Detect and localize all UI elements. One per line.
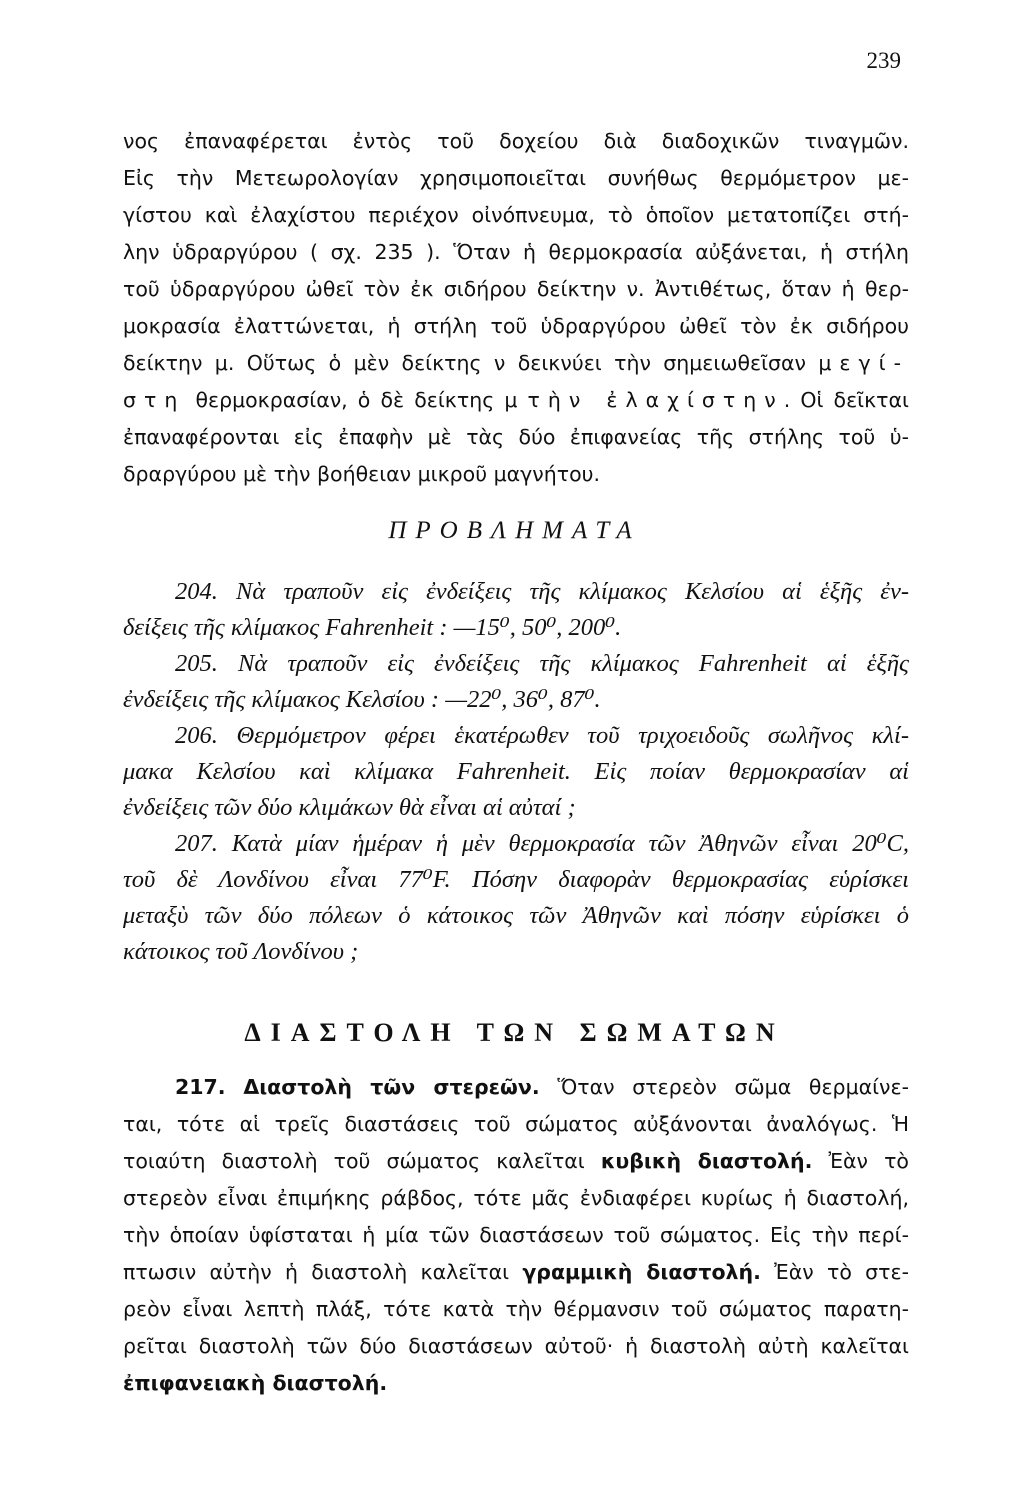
- problem-line: 204. Νὰ τραποῦν εἰς ἐνδείξεις τῆς κλίμακος Κελσίου αἱ ἑξῆς ἐν-: [175, 578, 909, 605]
- term-linear-expansion: γραμμικὴ διαστολή.: [522, 1260, 761, 1284]
- section-title: Διαστολὴ τῶν στερεῶν.: [243, 1075, 540, 1099]
- text-line: ρεὸν εἶναι λεπτὴ πλάξ, τότε κατὰ τὴν θέρμανσιν τοῦ σώματος παρατη-: [123, 1297, 909, 1321]
- section-heading: ΔΙΑΣΤΟΛΗ ΤΩΝ ΣΩΜΑΤΩΝ: [244, 1018, 785, 1047]
- text-line: τοῦ ὑδραργύρου ὠθεῖ τὸν ἐκ σιδήρου δείκτην ν. Ἀντιθέτως, ὅταν ἡ θερ-: [123, 277, 909, 301]
- text-line: [123, 1369, 909, 1397]
- section-number: 217.: [175, 1075, 226, 1099]
- problem-line: δείξεις τῆς κλίμακος Fahrenheit : —15⁰, 50⁰, 200⁰.: [123, 614, 622, 641]
- problem-line: κάτοικος τοῦ Λονδίνου ;: [123, 938, 359, 965]
- text-line: νος ἐπαναφέρεται ἐντὸς τοῦ δοχείου διὰ διαδοχικῶν τιναγμῶν.: [123, 129, 909, 153]
- text-line: λην ὑδραργύρου ( σχ. 235 ). Ὅταν ἡ θερμοκρασία αὐξάνεται, ἡ στήλη: [123, 240, 909, 264]
- text-line: τὴν ὁποίαν ὑφίσταται ἡ μία τῶν διαστάσεων τοῦ σώματος. Εἰς τὴν περί-: [123, 1223, 909, 1247]
- problem-line: ἐνδείξεις τῆς κλίμακος Κελσίου : —22⁰, 36⁰, 87⁰.: [123, 686, 601, 713]
- text-line: στερεὸν εἶναι ἐπιμήκης ράβδος, τότε μᾶς ἐνδιαφέρει κυρίως ἡ διαστολή,: [123, 1186, 909, 1210]
- term-surface-expansion: ἐπιφανειακὴ διαστολή.: [123, 1371, 388, 1395]
- problem-line: ἐνδείξεις τῶν δύο κλιμάκων θὰ εἶναι αἱ αὐταί ;: [123, 794, 576, 821]
- text-segment: τοιαύτη διαστολὴ τοῦ σώματος καλεῖται: [123, 1149, 585, 1173]
- spaced-word: μεγί-: [818, 351, 909, 375]
- text-segment: δείκτην μ. Οὕτως ὁ μὲν δείκτης ν δεικνύει τὴν σημειωθεῖσαν: [123, 351, 806, 375]
- term-cubic-expansion: κυβικὴ διαστολή.: [600, 1149, 813, 1173]
- text-line: γίστου καὶ ἐλαχίστου περιέχον οἰνόπνευμα, τὸ ὁποῖον μετατοπίζει στή-: [123, 203, 909, 227]
- text-segment: Ἐὰν τὸ: [828, 1149, 909, 1173]
- text-line: [123, 1073, 909, 1101]
- text-line: [123, 1258, 909, 1286]
- spaced-word: στη: [123, 388, 186, 412]
- text-line: [123, 386, 909, 414]
- text-line: ἐπαναφέρονται εἰς ἐπαφὴν μὲ τὰς δύο ἐπιφανείας τῆς στήλης τοῦ ὑ-: [123, 425, 909, 449]
- text-line: δραργύρου μὲ τὴν βοήθειαν μικροῦ μαγνήτου.: [123, 462, 600, 486]
- text-line: ρεῖται διαστολὴ τῶν δύο διαστάσεων αὐτοῦ· ἡ διαστολὴ αὐτὴ καλεῖται: [123, 1334, 909, 1358]
- text-segment: πτωσιν αὐτὴν ἡ διαστολὴ καλεῖται: [123, 1260, 510, 1284]
- problem-line: μεταξὺ τῶν δύο πόλεων ὁ κάτοικος τῶν Ἀθηνῶν καὶ πόσην εὑρίσκει ὁ: [123, 902, 909, 929]
- spaced-word: τὴν ἐλαχίστην: [527, 388, 784, 412]
- problem-line: 207. Κατὰ μίαν ἡμέραν ἡ μὲν θερμοκρασία τῶν Ἀθηνῶν εἶναι 20⁰C,: [175, 830, 909, 857]
- text-line: [123, 1147, 909, 1175]
- text-line: Εἰς τὴν Μετεωρολογίαν χρησιμοποιεῖται συνήθως θερμόμετρον με-: [123, 166, 909, 190]
- problem-line: τοῦ δὲ Λονδίνου εἶναι 77⁰F. Πόσην διαφορὰν θερμοκρασίας εὑρίσκει: [123, 866, 909, 893]
- text-line: μοκρασία ἐλαττώνεται, ἡ στήλη τοῦ ὑδραργύρου ὠθεῖ τὸν ἐκ σιδήρου: [123, 314, 909, 338]
- problem-line: 206. Θερμόμετρον φέρει ἑκατέρωθεν τοῦ τριχοειδοῦς σωλῆνος κλί-: [175, 722, 909, 749]
- page-number: 239: [866, 48, 901, 73]
- problems-heading: ΠΡΟΒΛΗΜΑΤΑ: [388, 517, 641, 544]
- text-line: ται, τότε αἱ τρεῖς διαστάσεις τοῦ σώματος αὐξάνονται ἀναλόγως. Ἡ: [123, 1112, 909, 1136]
- text-segment: Ἐὰν τὸ στε-: [774, 1260, 909, 1284]
- text-segment: . Οἱ δεῖκται: [783, 388, 909, 412]
- text-segment: θερμοκρασίαν, ὁ δὲ δείκτης μ: [195, 388, 518, 412]
- problem-line: 205. Νὰ τραποῦν εἰς ἐνδείξεις τῆς κλίμακος Fahrenheit αἱ ἑξῆς: [175, 650, 909, 677]
- text-line: [123, 349, 909, 377]
- problem-line: μακα Κελσίου καὶ κλίμακα Fahrenheit. Εἰς ποίαν θερμοκρασίαν αἱ: [123, 758, 909, 785]
- text-segment: Ὅταν στερεὸν σῶμα θερμαίνε-: [557, 1075, 909, 1099]
